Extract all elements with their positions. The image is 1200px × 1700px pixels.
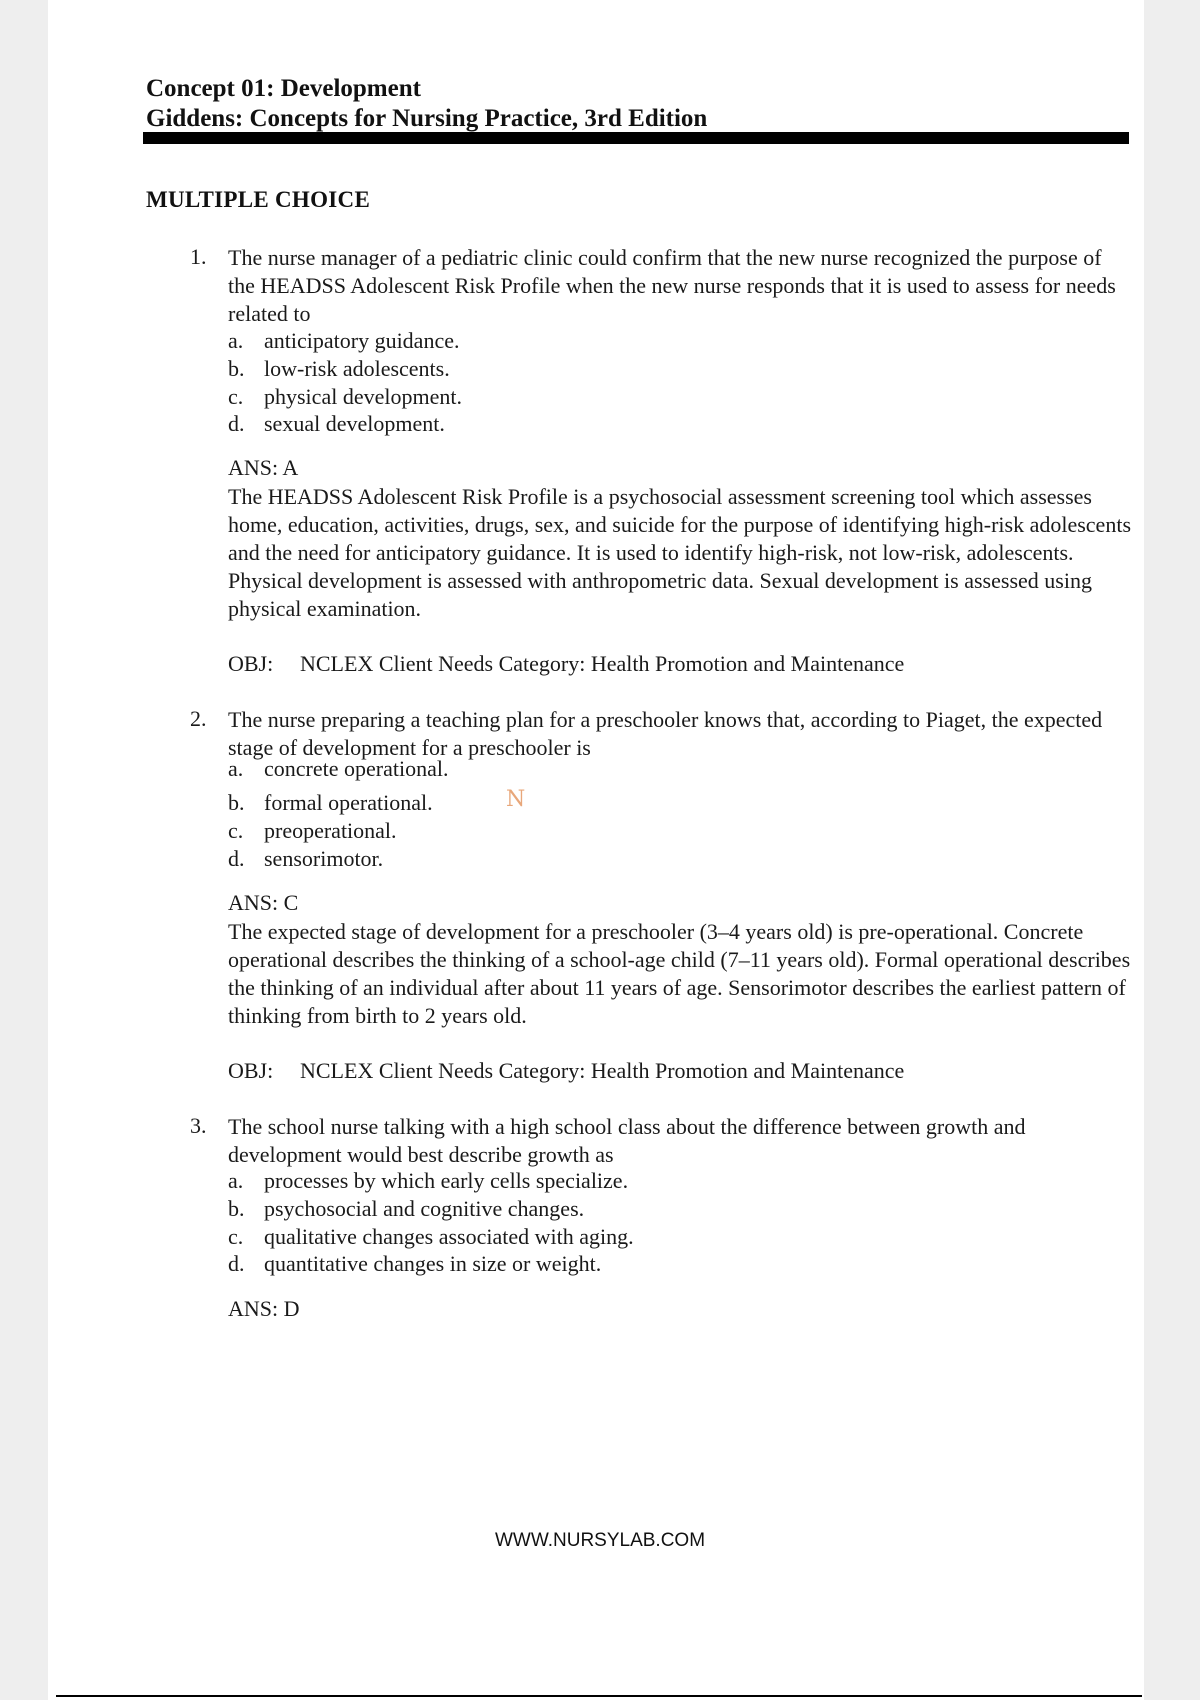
rationale: The expected stage of development for a preschooler (3–4 years old) is pre-operational. Concrete operational describes the thinking of a school-age child (7–11 years old). Formal operational describes the thinking of an individual after about 11 years of age. Sensorimotor describes the earliest pattern of thinking from birth to 2 years old.	[228, 919, 1131, 1028]
option-d: d. sexual development.	[228, 411, 445, 436]
rationale: The HEADSS Adolescent Risk Profile is a psychosocial assessment screening tool which assesses home, education, activities, drugs, sex, and suicide for the purpose of identifying high-risk adolescents and the need for anticipatory guidance. It is used to identify high-risk, not low-risk, adolescents. Physical development is assessed with anthropometric data. Sexual development is assessed using physical examination.	[228, 484, 1131, 621]
question-number: 2.	[190, 706, 207, 731]
annotation-mark: N	[506, 787, 526, 812]
answer: ANS: C	[228, 890, 299, 915]
bottom-rule	[56, 1695, 1142, 1697]
header-rule	[143, 132, 1129, 144]
question-number: 1.	[190, 244, 207, 269]
document-header	[146, 74, 1129, 134]
objective: OBJ: NCLEX Client Needs Category: Health Promotion and Maintenance	[228, 651, 905, 676]
answer: ANS: A	[228, 455, 299, 480]
question-stem: The nurse manager of a pediatric clinic could confirm that the new nurse recognized the purpose of the HEADSS Adolescent Risk Profile when the new nurse responds that it is used to assess for needs related to	[228, 245, 1116, 326]
option-a: a. concrete operational.	[228, 756, 449, 781]
option-b: b. psychosocial and cognitive changes.	[228, 1196, 585, 1221]
option-d: d. sensorimotor.	[228, 846, 384, 871]
question-number: 3.	[190, 1113, 207, 1138]
option-b: b. formal operational.	[228, 790, 433, 815]
footer-url: WWW.NURSYLAB.COM	[494, 1530, 706, 1551]
answer: ANS: D	[228, 1296, 300, 1321]
concept-title: Concept 01: Development	[146, 75, 421, 102]
section-title: MULTIPLE CHOICE	[146, 187, 371, 212]
book-title: Giddens: Concepts for Nursing Practice, 3rd Edition	[146, 105, 708, 132]
option-a: a. anticipatory guidance.	[228, 328, 460, 353]
option-b: b. low-risk adolescents.	[228, 356, 450, 381]
option-c: c. physical development.	[228, 384, 462, 409]
option-c: c. qualitative changes associated with aging.	[228, 1224, 634, 1249]
option-a: a. processes by which early cells specialize.	[228, 1168, 629, 1193]
option-d: d. quantitative changes in size or weight.	[228, 1251, 602, 1276]
option-c: c. preoperational.	[228, 818, 397, 843]
question-stem: The nurse preparing a teaching plan for a preschooler knows that, according to Piaget, the expected stage of development for a preschooler is	[228, 707, 1103, 760]
question-stem: The school nurse talking with a high school class about the difference between growth and development would best describe growth as	[228, 1114, 1026, 1167]
objective: OBJ: NCLEX Client Needs Category: Health Promotion and Maintenance	[228, 1058, 905, 1083]
